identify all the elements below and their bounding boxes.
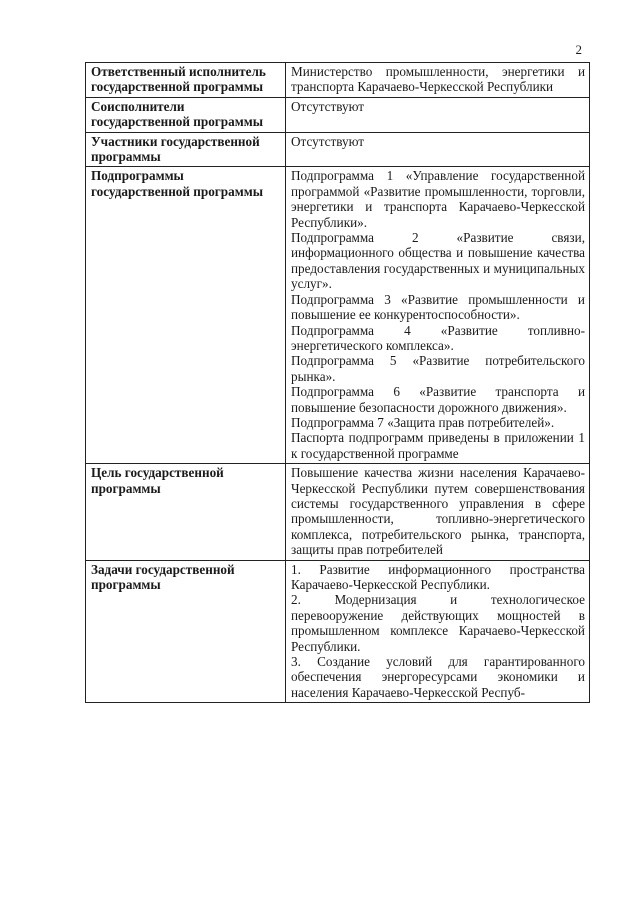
value-paragraph: Паспорта подпрограмм приведены в приложении 1 к государственной программе: [291, 430, 585, 461]
value-paragraph: Подпрограмма 1 «Управление государственной программой «Развитие промышленности, торговли, энергетики и транспорта Карачаево-Черкесской Республики».: [291, 168, 585, 230]
value-paragraph: 2. Модернизация и технологическое перевооружение действующих мощностей в промышленном комплексе Карачаево-Черкесской Республики.: [291, 592, 585, 654]
value-paragraph: Подпрограмма 5 «Развитие потребительского рынка».: [291, 353, 585, 384]
row-label-tasks: Задачи государственной программы: [86, 560, 286, 703]
row-label-responsible-executor: Ответственный исполнитель государственной программы: [86, 63, 286, 98]
row-label-participants: Участники государственной программы: [86, 132, 286, 167]
table-row: [86, 464, 590, 560]
table-row: [86, 167, 590, 464]
row-value-goal: [286, 464, 590, 560]
row-value-co-executors: [286, 97, 590, 132]
value-paragraph: Подпрограмма 4 «Развитие топливно-энергетического комплекса».: [291, 322, 585, 353]
table-row: [86, 560, 590, 703]
program-passport-table: [85, 62, 590, 703]
row-value-tasks: [286, 560, 590, 703]
page-number: 2: [575, 42, 582, 57]
row-value-responsible-executor: [286, 63, 590, 98]
row-label-subprograms: Подпрограммы государственной программы: [86, 167, 286, 464]
value-paragraph: Подпрограмма 3 «Развитие промышленности и повышение ее конкурентоспособности».: [291, 291, 585, 323]
value-paragraph: Подпрограмма 7 «Защита прав потребителей».: [291, 414, 555, 430]
value-paragraph: Министерство промышленности, энергетики и транспорта Карачаево-Черкесской Республики: [291, 64, 585, 95]
value-paragraph: Повышение качества жизни населения Карачаево-Черкесской Республики путем совершенствования системы государственного управления в сфере промышленности, топливно-энергетического комплекса, потребительского рынка, транспорта, защиты прав потребителей: [291, 465, 585, 558]
value-paragraph: Отсутствуют: [291, 133, 365, 149]
value-paragraph: Подпрограмма 6 «Развитие транспорта и повышение безопасности дорожного движения».: [291, 384, 585, 415]
row-label-goal: Цель государственной программы: [86, 464, 286, 560]
table-row: [86, 132, 590, 167]
row-label-co-executors: Соисполнители государственной программы: [86, 97, 286, 132]
value-paragraph: Подпрограмма 2 «Развитие связи, информационного общества и повышение качества предоставления государственных и муниципальных услуг».: [291, 230, 585, 292]
value-paragraph: 1. Развитие информационного пространства Карачаево-Черкесской Республики.: [291, 561, 585, 592]
row-value-participants: [286, 132, 590, 167]
table-row: [86, 97, 590, 132]
value-paragraph: 3. Создание условий для гарантированного обеспечения энергоресурсами экономики и населения Карачаево-Черкесской Респуб-: [291, 654, 585, 700]
table-row: [86, 63, 590, 98]
value-paragraph: Отсутствуют: [291, 98, 365, 114]
row-value-subprograms: [286, 167, 590, 464]
